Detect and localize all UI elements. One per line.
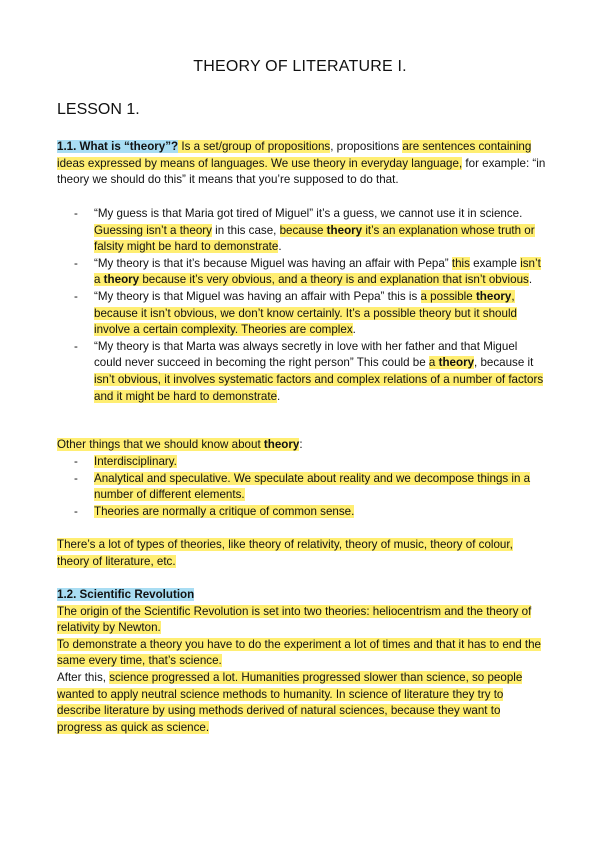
text-run: a possible [420, 289, 476, 303]
examples-list [57, 206, 547, 405]
text-run: a [428, 356, 439, 370]
text-run: The origin of the Scientific Revolution is set into two theories: heliocentrism and the theory of relativity by Newton. [57, 604, 532, 635]
types-paragraph [57, 537, 547, 570]
text-run: Interdisciplinary. [94, 455, 177, 468]
text-run: After this, [57, 670, 110, 684]
text-run: Other things that we should know about [57, 438, 264, 451]
dash-bullet: - [74, 207, 78, 220]
text-run: “My guess is that Maria got tired of Miguel” it’s a guess, we cannot use it in science. [94, 207, 523, 220]
text-run: . [352, 323, 356, 337]
text-run: “My theory is that it’s because Miguel was having an affair with Pepa” [94, 256, 452, 270]
text-run: theory [438, 356, 475, 370]
dash-bullet: - [74, 455, 78, 468]
text-run: science progressed a lot. [109, 670, 239, 684]
text-run: . [528, 273, 533, 287]
text-run: . [277, 389, 281, 403]
text-run: for example: “in theory we should do this” it means that you’re supposed to do that. [57, 156, 546, 187]
dash-bullet: - [74, 289, 78, 303]
text-run: , because it isn’t obvious, we don’t know certainly. It’s a possible theory but it should involve a certain complexity. Theories are complex [94, 289, 517, 337]
text-run: , because it [474, 356, 534, 370]
text-run: theory [103, 273, 140, 287]
list-item [57, 471, 547, 504]
list-item [57, 256, 547, 289]
dash-bullet: - [74, 504, 78, 518]
dash-bullet: - [74, 339, 78, 353]
text-run: There’s a lot of types of theories, like theory of relativity, theory of music, theory of colour, theory of literature, etc. [57, 538, 513, 568]
text-run: To demonstrate a theory you have to do the experiment a lot of times and that it has to end the same every time, that’s science. [57, 637, 542, 668]
text-run: “My theory is that Miguel was having an affair with Pepa” this is [94, 289, 421, 303]
text-run: Guessing isn’t a theory [94, 223, 212, 237]
text-run: theory [326, 223, 363, 237]
text-run: Is a set/group of propositions [178, 140, 331, 153]
text-run: are sentences containing ideas expressed by means of languages. We use theory in everyday language, [57, 140, 532, 170]
text-run: theory [475, 289, 512, 303]
text-run: theory [263, 438, 300, 451]
lesson-heading: LESSON 1. [57, 101, 140, 118]
dash-bullet: - [74, 471, 78, 485]
text-run: , propositions [330, 140, 403, 153]
text-run: it’s an explanation whose truth or falsity might be hard to demonstrate [94, 223, 535, 254]
text-run: because it’s very obvious, and a theory is and explanation that isn’t obvious [139, 273, 529, 287]
other-things-intro [57, 437, 547, 454]
text-run: Theories are normally a critique of common sense. [94, 504, 355, 518]
text-run: isn’t obvious, it involves systematic factors and complex relations of a number of factors and it might be hard to demonstrate [94, 372, 544, 403]
text-run: this [451, 256, 470, 270]
text-run: “My theory is that Marta was always secretly in love with her father and that Miguel could never succeed in becoming the right person” This could be [94, 339, 518, 370]
text-run: Analytical and speculative. We speculate about reality and we decompose things in a number of different elements. [94, 471, 531, 502]
other-things-list [57, 454, 547, 520]
text-run: example [469, 256, 521, 270]
text-run: isn’t a [94, 256, 541, 287]
text-run: . [278, 240, 282, 254]
section-1-heading: 1.1. What is “theory”? [57, 140, 179, 153]
dash-bullet: - [74, 256, 78, 270]
list-item [57, 289, 547, 339]
section-2-paragraph [57, 587, 547, 736]
list-item [57, 504, 547, 521]
list-item [57, 339, 547, 405]
text-run: Humanities progressed slower than science, so people wanted to apply neutral science methods to humanity. In science of literature they try to describe literature by using methods derived of natural sciences, because they want to progress as quick as science. [57, 670, 523, 734]
section-2-heading: 1.2. Scientific Revolution [57, 588, 195, 601]
document-title: THEORY OF LITERATURE I. [193, 58, 407, 75]
list-item [57, 206, 547, 256]
text-run: because [279, 223, 327, 237]
text-run: : [299, 438, 303, 451]
list-item [57, 454, 547, 471]
section-1-paragraph [57, 139, 547, 189]
text-run: in this case, [211, 223, 280, 237]
